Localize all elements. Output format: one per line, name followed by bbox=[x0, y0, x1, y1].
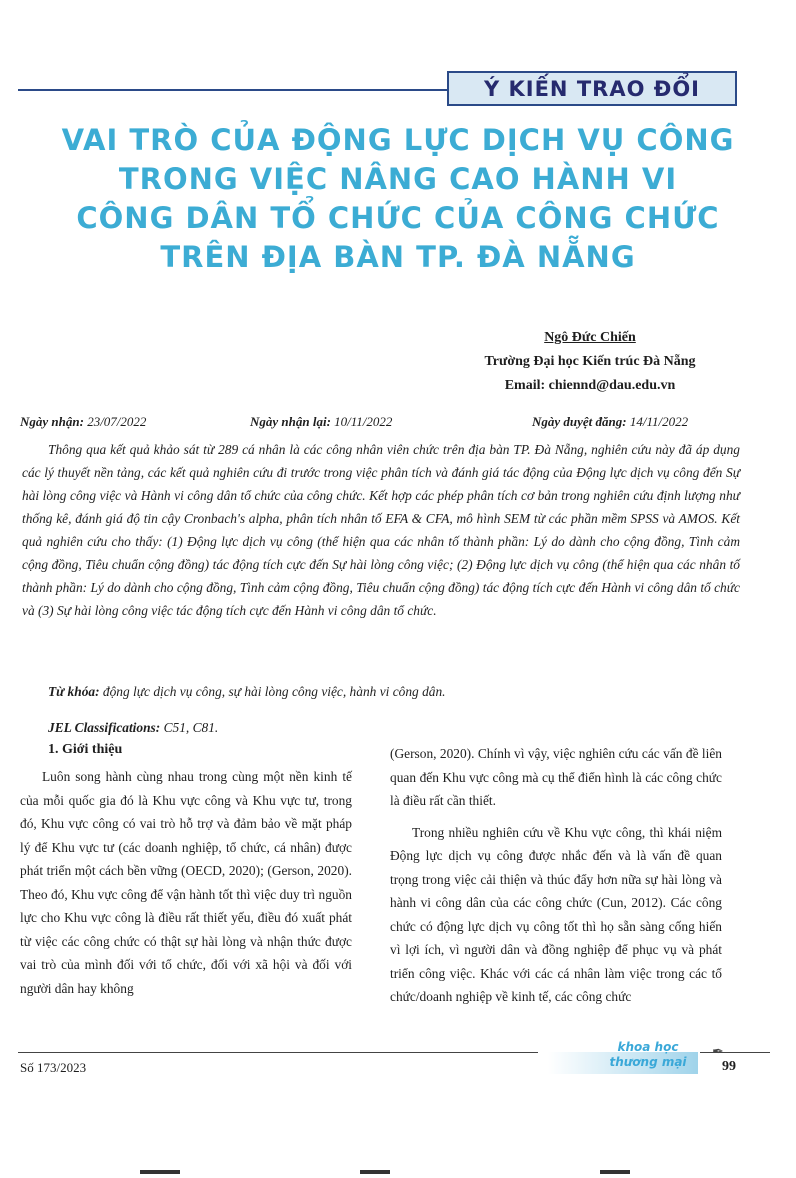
crop-mark bbox=[600, 1170, 630, 1174]
issue-number: Số 173/2023 bbox=[20, 1060, 87, 1075]
paragraph: Luôn song hành cùng nhau trong cùng một nền kinh tế của mỗi quốc gia đó là Khu vực công và Khu vực tư, trong đó, Khu vực công có vai trò hỗ trợ và đảm bảo về mặt pháp lý để Khu vực tư (các doanh nghiệp, tổ chức, cá nhân) được phát triển một cách bền vững (OECD, 2020); (Gerson, 2020). Theo đó, Khu vực công để vận hành tốt thì việc duy trì nguồn lực cho Khu vực công là điều rất thiết yếu, điều đó xuất phát từ việc các công chức có thật sự hài lòng và nhận thức được vai trò của mình đối với tổ chức, đối với xã hội và đối với người dân hay không bbox=[20, 769, 352, 996]
crop-mark bbox=[140, 1170, 180, 1174]
author-name: Ngô Đức Chiến bbox=[544, 330, 636, 345]
section-heading: 1. Giới thiệu bbox=[48, 742, 123, 757]
section-label: Ý KIẾN TRAO ĐỔI bbox=[483, 77, 700, 101]
date-approved: Ngày duyệt đăng: 14/11/2022 bbox=[532, 414, 689, 429]
section-rule bbox=[18, 89, 448, 91]
title-line: TRÊN ĐỊA BÀN TP. ĐÀ NẴNG bbox=[160, 240, 636, 274]
crop-mark bbox=[360, 1170, 390, 1174]
title-line: CÔNG DÂN TỔ CHỨC CỦA CÔNG CHỨC bbox=[76, 201, 720, 235]
keywords: Từ khóa: động lực dịch vụ công, sự hài lòng công việc, hành vi công dân. bbox=[48, 684, 446, 699]
paragraph: Trong nhiều nghiên cứu về Khu vực công, thì khái niệm Động lực dịch vụ công được nhắc đến và là vấn đề quan trọng trong việc cải thiện và thúc đẩy hơn nữa sự hài lòng và hành vi công dân của các công chức (Cun, 2012). Các công chức có động lực dịch vụ công tốt thì họ sẵn sàng cống hiến vì lợi ích, vì người dân và đồng nghiệp để phục vụ và phát triển công việc. Khác với các cá nhân làm việc trong các tổ chức/doanh nghiệp về kinh tế, các công chức bbox=[390, 824, 722, 1004]
author-affiliation: Trường Đại học Kiến trúc Đà Nẵng bbox=[484, 354, 696, 369]
right-column bbox=[390, 742, 722, 1009]
pen-icon: ✒ bbox=[712, 1045, 724, 1060]
article-title bbox=[18, 121, 778, 277]
author-email: Email: chiennd@dau.edu.vn bbox=[504, 378, 676, 393]
date-received: Ngày nhận: 23/07/2022 bbox=[20, 414, 147, 429]
footer-rule bbox=[18, 1052, 538, 1053]
jel-classifications: JEL Classifications: C51, C81. bbox=[48, 720, 219, 735]
title-line: TRONG VIỆC NÂNG CAO HÀNH VI bbox=[118, 162, 678, 196]
page-number: 99 bbox=[722, 1059, 736, 1074]
abstract: Thông qua kết quả khảo sát từ 289 cá nhân là các công nhân viên chức trên địa bàn TP. Đà Nẵng, nghiên cứu này đã áp dụng các lý thuyết nền tảng, các kết quả nghiên cứu đi trước trong việc phân tích và đánh giá tác động của Động lực dịch vụ công đến Sự hài lòng công việc và Hành vi công dân tổ chức của công chức. Kết hợp các phép phân tích cơ bản trong nghiên cứu định lượng như thống kê, đánh giá độ tin cậy Cronbach's alpha, phân tích nhân tố EFA & CFA, mô hình SEM từ các phần mềm SPSS và AMOS. Kết quả nghiên cứu cho thấy: (1) Động lực dịch vụ công (thể hiện qua các nhân tố thành phần: Lý do dành cho cộng đồng, Tình cảm cộng đồng, Tiêu chuẩn cộng đồng) tác động tích cực đến Sự hài lòng công việc; (2) Động lực dịch vụ công (thể hiện qua các nhân tố thành phần: Lý do dành cho cộng đồng, Tình cảm cộng đồng, Tiêu chuẩn cộng đồng) tác động tích cực đến Hành vi công dân tổ chức và (3) Sự hài lòng công việc tác động tích cực đến Hành vi công dân tổ chức. bbox=[22, 442, 740, 618]
left-column bbox=[20, 765, 352, 1000]
footer-rule bbox=[700, 1052, 770, 1053]
paragraph: (Gerson, 2020). Chính vì vậy, việc nghiên cứu các vấn đề liên quan đến Khu vực công mà cụ thể điển hình là các công chức là điều rất cần thiết. bbox=[390, 746, 722, 808]
title-line: VAI TRÒ CỦA ĐỘNG LỰC DỊCH VỤ CÔNG bbox=[61, 123, 735, 157]
date-revised: Ngày nhận lại: 10/11/2022 bbox=[250, 414, 393, 429]
journal-brand: khoa học thương mại bbox=[609, 1040, 687, 1069]
